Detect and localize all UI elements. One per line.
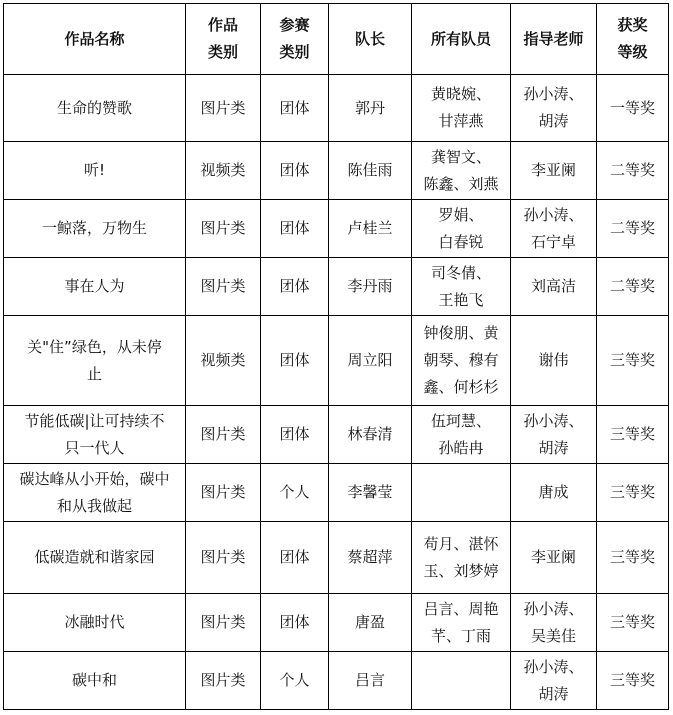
- cell-leader: 唐盈: [329, 594, 412, 652]
- cell-award: 一等奖: [597, 75, 669, 142]
- cell-work-name: [4, 200, 186, 258]
- cell-line: 钟俊朋、黄: [423, 324, 499, 342]
- cell-work-category: 图片类: [186, 652, 261, 710]
- table-row: [4, 142, 669, 200]
- cell-leader: 吕言: [329, 652, 412, 710]
- cell-line: 孙小涛、: [523, 85, 584, 103]
- cell-advisor: [511, 75, 597, 142]
- cell-line: 节能低碳|让可持续不: [24, 411, 165, 430]
- cell-award: 三等奖: [597, 464, 669, 522]
- cell-work-name: [4, 522, 186, 594]
- header-text: 作品名称: [64, 29, 125, 48]
- cell-work-name: [4, 316, 186, 406]
- cell-advisor: [511, 316, 597, 406]
- cell-entry-type: 团体: [261, 75, 329, 142]
- cell-leader: 李馨莹: [329, 464, 412, 522]
- cell-entry-type: 团体: [261, 594, 329, 652]
- cell-line: 事在人为: [64, 277, 125, 295]
- cell-line: 止: [86, 364, 102, 383]
- table-row: [4, 522, 669, 594]
- cell-advisor: [511, 406, 597, 464]
- cell-line: 谢伟: [538, 351, 569, 369]
- cell-line: 孙小涛、: [523, 599, 584, 618]
- cell-award: 二等奖: [597, 142, 669, 200]
- header-text: 作品: [207, 16, 238, 34]
- cell-line: 玉、刘梦婷: [423, 561, 499, 580]
- cell-award: 二等奖: [597, 200, 669, 258]
- cell-entry-type: 团体: [261, 522, 329, 594]
- cell-work-name: [4, 652, 186, 710]
- cell-work-category: 图片类: [186, 522, 261, 594]
- cell-members: [412, 200, 511, 258]
- cell-line: 胡涛: [538, 684, 569, 703]
- cell-work-name: [4, 464, 186, 522]
- header-advisor: [511, 4, 597, 75]
- table-row: [4, 200, 669, 258]
- cell-leader: 蔡超萍: [329, 522, 412, 594]
- table-row: [4, 258, 669, 316]
- cell-work-category: 视频类: [186, 316, 261, 406]
- table-row: [4, 406, 669, 464]
- cell-work-category: 图片类: [186, 594, 261, 652]
- cell-award: 三等奖: [597, 652, 669, 710]
- cell-entry-type: 团体: [261, 142, 329, 200]
- cell-entry-type: 团体: [261, 200, 329, 258]
- header-text: 获奖: [617, 16, 648, 34]
- cell-line: 碳中和: [71, 671, 117, 689]
- header-award: [597, 4, 669, 75]
- cell-line: 朝琴、穆有: [423, 351, 499, 369]
- cell-award: 三等奖: [597, 522, 669, 594]
- cell-leader: 卢桂兰: [329, 200, 412, 258]
- cell-line: 吴美佳: [530, 626, 576, 645]
- cell-line: 胡涛: [538, 112, 569, 130]
- cell-line: 孙小涛、: [523, 205, 584, 224]
- cell-members: [412, 594, 511, 652]
- cell-line: 甘萍燕: [438, 112, 484, 130]
- cell-line: 只一代人: [64, 438, 125, 457]
- header-text: 队长: [354, 29, 385, 48]
- table-body: [4, 75, 669, 710]
- awards-table: [3, 3, 669, 710]
- cell-line: 鑫、何杉杉: [423, 378, 499, 396]
- cell-entry-type: 团体: [261, 258, 329, 316]
- cell-award: 二等奖: [597, 258, 669, 316]
- cell-line: 生命的赞歌: [56, 98, 132, 117]
- cell-line: 芊、丁雨: [430, 626, 491, 645]
- cell-line: 陈鑫、刘燕: [423, 174, 499, 193]
- cell-line: 听!: [83, 161, 105, 179]
- header-text: 类别: [279, 43, 310, 61]
- cell-entry-type: 个人: [261, 464, 329, 522]
- cell-line: 孙小涛、: [523, 411, 584, 430]
- cell-award: 三等奖: [597, 594, 669, 652]
- cell-line: 低碳造就和谐家园: [34, 548, 155, 566]
- cell-line: 罗娟、: [438, 205, 484, 224]
- cell-award: 三等奖: [597, 406, 669, 464]
- cell-line: 石宁卓: [530, 232, 576, 251]
- cell-line: 和从我做起: [56, 496, 132, 515]
- cell-leader: 李丹雨: [329, 258, 412, 316]
- header-row: [4, 4, 669, 75]
- cell-members: [412, 652, 511, 710]
- cell-entry-type: 团体: [261, 406, 329, 464]
- cell-line: 黄晓婉、: [430, 85, 491, 103]
- cell-members: [412, 316, 511, 406]
- cell-line: 胡涛: [538, 438, 569, 457]
- cell-work-name: [4, 75, 186, 142]
- header-text: 指导老师: [523, 29, 584, 48]
- cell-line: 龚智文、: [430, 147, 491, 166]
- table-row: [4, 652, 669, 710]
- cell-advisor: [511, 594, 597, 652]
- cell-work-name: [4, 142, 186, 200]
- cell-line: 伍珂慧、: [430, 411, 491, 430]
- cell-leader: 周立阳: [329, 316, 412, 406]
- cell-line: 司冬倩、: [430, 263, 491, 282]
- cell-members: [412, 142, 511, 200]
- table-row: [4, 464, 669, 522]
- cell-work-category: 图片类: [186, 75, 261, 142]
- header-work-category: [186, 4, 261, 75]
- cell-work-name: [4, 594, 186, 652]
- cell-leader: 陈佳雨: [329, 142, 412, 200]
- header-text: 类别: [207, 43, 238, 61]
- cell-members: [412, 464, 511, 522]
- cell-line: 李亚阑: [530, 548, 576, 566]
- header-entry-type: [261, 4, 329, 75]
- cell-advisor: [511, 142, 597, 200]
- cell-line: 碳达峰从小开始，碳中: [19, 469, 170, 488]
- cell-work-category: 图片类: [186, 200, 261, 258]
- cell-line: 吕言、周艳: [423, 599, 499, 618]
- cell-members: [412, 406, 511, 464]
- cell-work-category: 图片类: [186, 406, 261, 464]
- cell-line: 刘高洁: [530, 277, 576, 295]
- cell-line: 王艳飞: [438, 290, 484, 309]
- header-members: [412, 4, 511, 75]
- header-text: 所有队员: [430, 29, 491, 48]
- cell-line: 冰融时代: [64, 613, 125, 631]
- cell-line: 孙皓冉: [438, 438, 484, 457]
- cell-members: [412, 258, 511, 316]
- cell-advisor: [511, 258, 597, 316]
- cell-leader: 郭丹: [329, 75, 412, 142]
- cell-work-category: 图片类: [186, 464, 261, 522]
- cell-advisor: [511, 652, 597, 710]
- cell-entry-type: 团体: [261, 316, 329, 406]
- header-text: 等级: [617, 43, 648, 61]
- cell-advisor: [511, 464, 597, 522]
- cell-award: 三等奖: [597, 316, 669, 406]
- cell-line: 孙小涛、: [523, 657, 584, 676]
- cell-advisor: [511, 522, 597, 594]
- table-row: [4, 316, 669, 406]
- cell-work-category: 图片类: [186, 258, 261, 316]
- table-row: [4, 594, 669, 652]
- cell-members: [412, 522, 511, 594]
- table-row: [4, 75, 669, 142]
- cell-line: 白春锐: [438, 232, 484, 251]
- header-work-name: [4, 4, 186, 75]
- cell-line: 李亚阑: [530, 161, 576, 179]
- cell-line: 关"住”绿色，从未停: [27, 337, 162, 356]
- cell-advisor: [511, 200, 597, 258]
- cell-work-category: 视频类: [186, 142, 261, 200]
- cell-work-name: [4, 406, 186, 464]
- cell-work-name: [4, 258, 186, 316]
- cell-line: 唐成: [538, 483, 569, 501]
- cell-line: 苟月、湛怀: [423, 534, 499, 553]
- cell-members: [412, 75, 511, 142]
- cell-line: 一鲸落，万物生: [41, 219, 147, 237]
- cell-entry-type: 个人: [261, 652, 329, 710]
- header-leader: [329, 4, 412, 75]
- header-text: 参赛: [279, 16, 310, 34]
- cell-leader: 林春清: [329, 406, 412, 464]
